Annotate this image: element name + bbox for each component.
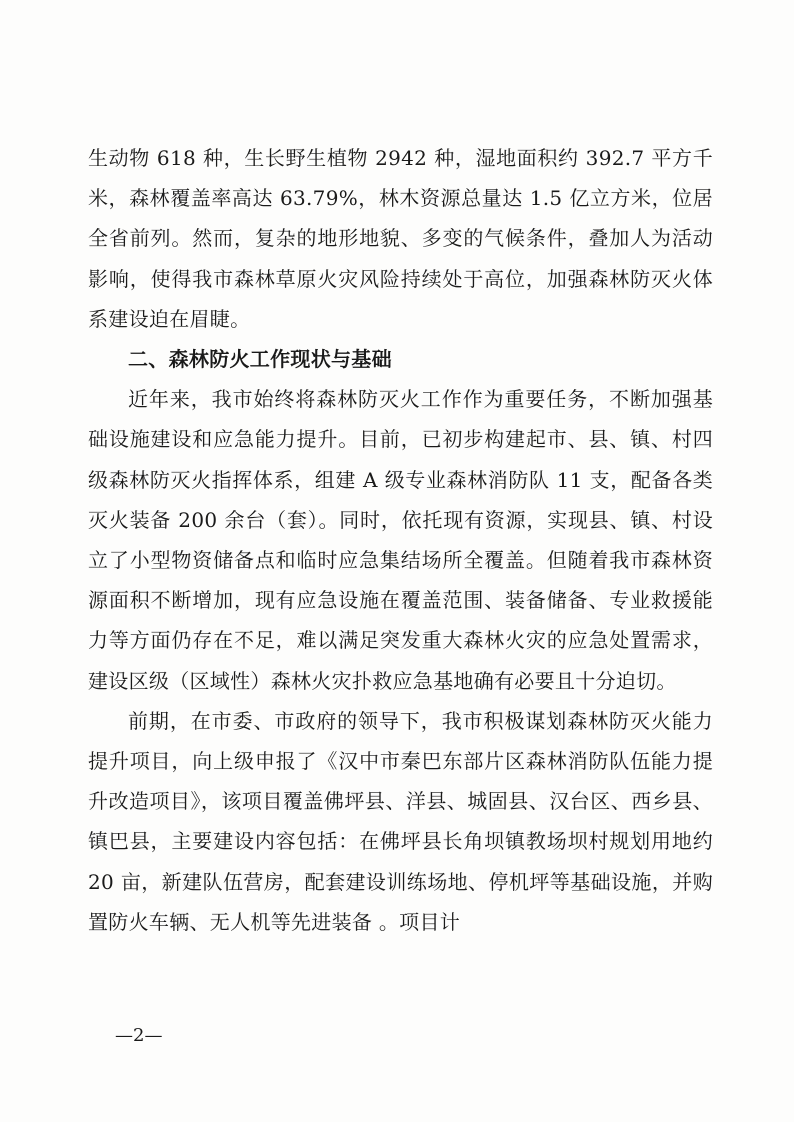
section-heading: 二、森林防火工作现状与基础	[128, 347, 392, 372]
paragraph-current-status: 近年来，我市始终将森林防灭火工作作为重要任务，不断加强基础设施建设和应急能力提升。目前，已初步构建起市、县、镇、村四级森林防灭火指挥体系，组建 A 级专业森林消防队 11 支，配备各类灭火装备 200 余台（套）。同时，依托现有资源，实现县、镇、村设立了小型物资储备点和临时应急集结场所全覆盖。但随着我市森林资源面积不断增加，现有应急设施在覆盖范围、装备储备、专业救援能力等方面仍存在不足，难以满足突发重大森林火灾的应急处置需求，建设区级（区域性）森林火灾扑救应急基地确有必要且十分迫切。	[88, 387, 713, 693]
paragraph-preliminary-work: 前期，在市委、市政府的领导下，我市积极谋划森林防灭火能力提升项目，向上级申报了《汉中市秦巴东部片区森林消防队伍能力提升改造项目》，该项目覆盖佛坪县、洋县、城固县、汉台区、西乡县、镇巴县，主要建设内容包括：在佛坪县长角坝镇教场坝村规划用地约 20 亩，新建队伍营房，配套建设训练场地、停机坪等基础设施，并购置防火车辆、无人机等先进装备 。项目计	[88, 708, 713, 934]
document-body	[88, 138, 713, 942]
page-number: —2—	[115, 1025, 163, 1046]
paragraph-continuation: 生动物 618 种，生长野生植物 2942 种，湿地面积约 392.7 平方千米，森林覆盖率高达 63.79%，林木资源总量达 1.5 亿立方米，位居全省前列。然而，复杂的地形地貌、多变的气候条件，叠加人为活动影响，使得我市森林草原火灾风险持续处于高位，加强森林防灭火体系建设迫在眉睫。	[88, 146, 713, 331]
